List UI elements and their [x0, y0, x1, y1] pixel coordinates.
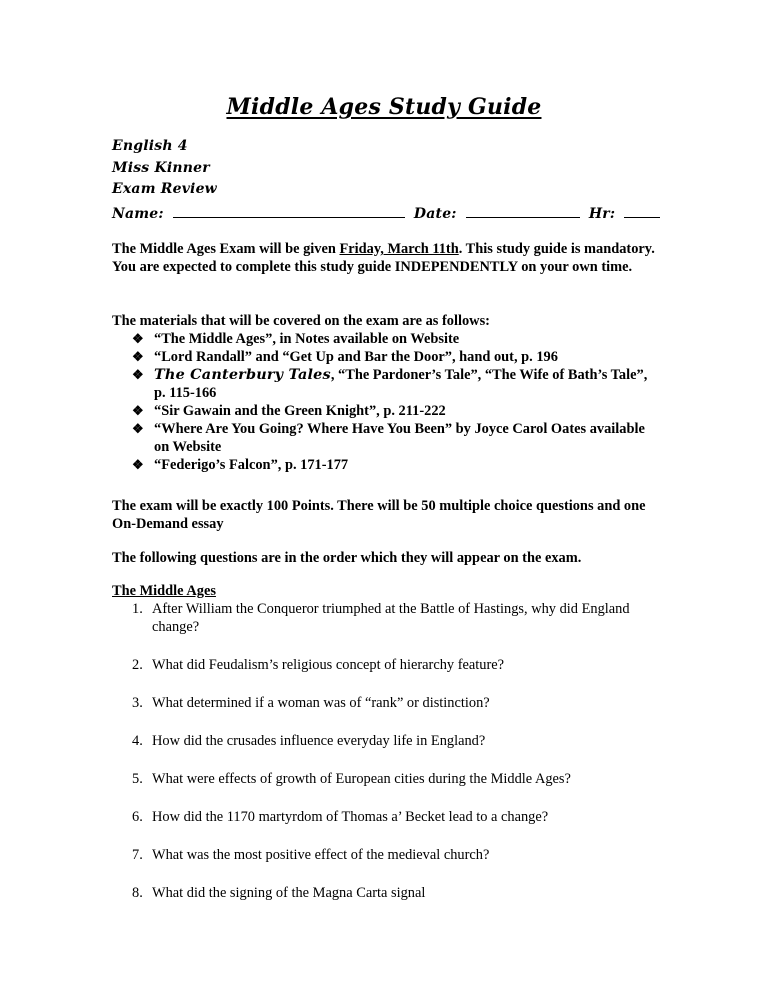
intro-paragraph: [112, 240, 657, 276]
diamond-bullet-icon: ❖: [132, 349, 144, 364]
question-item: [132, 884, 657, 902]
exam-date: Friday, March 11th: [339, 241, 459, 257]
question-list: [112, 600, 657, 902]
diamond-bullet-icon: ❖: [132, 457, 144, 472]
material-text: “The Middle Ages”, in Notes available on Website: [154, 331, 460, 347]
question-item: [132, 656, 657, 674]
date-label: Date:: [413, 206, 457, 222]
diamond-bullet-icon: ❖: [132, 331, 144, 346]
materials-intro: The materials that will be covered on the exam are as follows:: [112, 313, 490, 329]
question-number: 6.: [132, 809, 143, 825]
diamond-bullet-icon: ❖: [132, 403, 144, 418]
list-item: [132, 402, 657, 420]
question-number: 3.: [132, 695, 143, 711]
question-item: [132, 846, 657, 864]
question-number: 2.: [132, 657, 143, 673]
section-heading: The Middle Ages: [112, 583, 216, 599]
list-item: [132, 348, 657, 366]
hour-blank[interactable]: [624, 205, 660, 218]
question-text: What were effects of growth of European cities during the Middle Ages?: [152, 771, 571, 787]
material-text: “Federigo’s Falcon”, p. 171-177: [154, 457, 349, 473]
date-blank[interactable]: [466, 205, 580, 218]
question-item: [132, 808, 657, 826]
intro-text-2: . This study guide is mandatory. You are expected to complete this study guide INDEPENDENTLY on your own time.: [112, 241, 655, 275]
question-item: [132, 694, 657, 712]
question-text: What did Feudalism’s religious concept of hierarchy feature?: [152, 657, 505, 673]
question-number: 1.: [132, 601, 143, 617]
teacher-name: Miss Kinner: [112, 159, 210, 176]
list-item: [132, 456, 657, 474]
question-text: What did the signing of the Magna Carta signal: [152, 885, 426, 901]
question-number: 5.: [132, 771, 143, 787]
question-item: [132, 732, 657, 750]
name-label: Name:: [112, 206, 164, 222]
question-item: [132, 600, 657, 636]
materials-list: [112, 330, 657, 474]
name-blank[interactable]: [173, 205, 405, 218]
course-info: [112, 136, 217, 201]
question-text: What determined if a woman was of “rank” or distinction?: [152, 695, 490, 711]
question-number: 4.: [132, 733, 143, 749]
list-item: [132, 420, 657, 456]
document-type: Exam Review: [112, 181, 217, 197]
page-title: Middle Ages Study Guide: [226, 94, 542, 120]
material-text: , “The Pardoner’s Tale”, “The Wife of Bath’s Tale”, p. 115-166: [154, 367, 648, 401]
question-number: 8.: [132, 885, 143, 901]
materials-section: [112, 312, 657, 474]
course-name: English 4: [112, 138, 188, 154]
hour-label: Hr:: [588, 206, 616, 222]
question-text: How did the crusades influence everyday life in England?: [152, 733, 486, 749]
material-text: “Where Are You Going? Where Have You Been” by Joyce Carol Oates available on Website: [154, 421, 645, 455]
list-item: [132, 366, 657, 402]
list-item: [132, 330, 657, 348]
student-fields: [112, 205, 652, 222]
exam-info: The exam will be exactly 100 Points. There will be 50 multiple choice questions and one On-Demand essay: [112, 498, 646, 532]
canterbury-title: The Canterbury Tales: [154, 366, 331, 383]
material-text: “Sir Gawain and the Green Knight”, p. 211-222: [154, 403, 446, 419]
question-item: [132, 770, 657, 788]
question-text: How did the 1170 martyrdom of Thomas a’ Becket lead to a change?: [152, 809, 549, 825]
material-text: “Lord Randall” and “Get Up and Bar the Door”, hand out, p. 196: [154, 349, 558, 365]
intro-text-1: The Middle Ages Exam will be given: [112, 241, 340, 257]
question-number: 7.: [132, 847, 143, 863]
diamond-bullet-icon: ❖: [132, 367, 144, 382]
question-text: What was the most positive effect of the medieval church?: [152, 847, 490, 863]
question-text: After William the Conqueror triumphed at the Battle of Hastings, why did England change?: [152, 601, 630, 635]
middle-ages-section: [112, 582, 657, 922]
diamond-bullet-icon: ❖: [132, 421, 144, 436]
order-note: The following questions are in the order which they will appear on the exam.: [112, 550, 582, 566]
